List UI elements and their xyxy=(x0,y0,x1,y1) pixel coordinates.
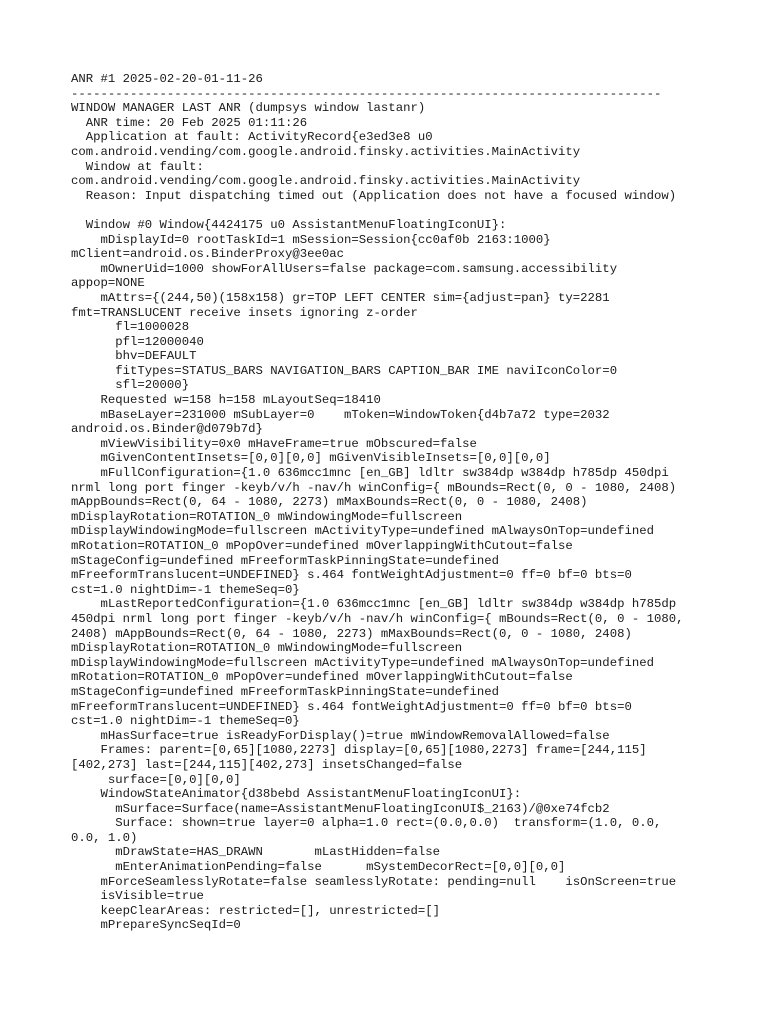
log-line: mGivenContentInsets=[0,0][0,0] mGivenVisibleInsets=[0,0][0,0] xyxy=(71,451,551,466)
log-line: WINDOW MANAGER LAST ANR (dumpsys window lastanr) xyxy=(71,101,426,116)
log-line: fitTypes=STATUS_BARS NAVIGATION_BARS CAPTION_BAR IME naviIconColor=0 xyxy=(71,363,618,378)
log-line xyxy=(71,203,761,218)
log-line: fl=1000028 xyxy=(71,320,190,335)
anr-log-document xyxy=(71,72,761,933)
log-line: surface=[0,0][0,0] xyxy=(71,772,241,787)
log-line: mHasSurface=true isReadyForDisplay()=true mWindowRemovalAllowed=false xyxy=(71,728,610,743)
log-line: mRotation=ROTATION_0 mPopOver=undefined mOverlappingWithCutout=false xyxy=(71,539,573,553)
log-line: android.os.Binder@d079b7d} xyxy=(71,422,263,437)
log-line: Window at fault: xyxy=(71,159,204,174)
log-line: mDrawState=HAS_DRAWN mLastHidden=false xyxy=(71,845,440,860)
log-line: mStageConfig=undefined mFreeformTaskPinningState=undefined xyxy=(71,553,500,568)
log-line: 0.0, 1.0) xyxy=(71,830,138,845)
log-line: mClient=android.os.BinderProxy@3ee0ac xyxy=(71,247,345,262)
log-line: Window #0 Window{4424175 u0 AssistantMenuFloatingIconUI}: xyxy=(71,217,507,232)
log-line: WindowStateAnimator{d38bebd AssistantMenuFloatingIconUI}: xyxy=(71,787,522,802)
log-line: Reason: Input dispatching timed out (Application does not have a focused window) xyxy=(71,188,677,203)
log-line: mSurface=Surface(name=AssistantMenuFloatingIconUI$_2163)/@0xe74fcb2 xyxy=(71,801,610,816)
log-line: mForceSeamlesslyRotate=false seamlesslyRotate: pending=null isOnScreen=true xyxy=(71,874,677,889)
log-line: mBaseLayer=231000 mSubLayer=0 mToken=WindowToken{d4b7a72 type=2032 xyxy=(71,407,610,422)
log-line: isVisible=true xyxy=(71,889,204,904)
log-line: bhv=DEFAULT xyxy=(71,349,197,364)
log-line: cst=1.0 nightDim=-1 themeSeq=0} xyxy=(71,714,300,729)
log-line: fmt=TRANSLUCENT receive insets ignoring z-order xyxy=(71,305,418,320)
log-line: Frames: parent=[0,65][1080,2273] display=[0,65][1080,2273] frame=[244,115] xyxy=(71,743,647,758)
log-line: com.android.vending/com.google.android.finsky.activities.MainActivity xyxy=(71,174,581,189)
log-line: mDisplayRotation=ROTATION_0 mWindowingMode=fullscreen xyxy=(71,641,463,656)
log-line: mAttrs={(244,50)(158x158) gr=TOP LEFT CENTER sim={adjust=pan} ty=2281 xyxy=(71,290,610,305)
log-line: mOwnerUid=1000 showForAllUsers=false package=com.samsung.accessibility xyxy=(71,261,618,276)
log-line: sfl=20000} xyxy=(71,378,190,393)
log-line: mStageConfig=undefined mFreeformTaskPinningState=undefined xyxy=(71,684,500,699)
log-line: mRotation=ROTATION_0 mPopOver=undefined mOverlappingWithCutout=false xyxy=(71,670,573,685)
log-line: [402,273] last=[244,115][402,273] insetsChanged=false xyxy=(71,757,463,772)
log-line: com.android.vending/com.google.android.finsky.activities.MainActivity xyxy=(71,144,581,159)
log-line: mDisplayId=0 rootTaskId=1 mSession=Session{cc0af0b 2163:1000} xyxy=(71,232,551,247)
log-line: ANR time: 20 Feb 2025 01:11:26 xyxy=(71,115,308,130)
log-line: mFreeformTranslucent=UNDEFINED} s.464 fontWeightAdjustment=0 ff=0 bf=0 bts=0 xyxy=(71,568,632,583)
log-line: -------------------------------------------------------------------------------- xyxy=(71,86,662,101)
log-line: mDisplayRotation=ROTATION_0 mWindowingMode=fullscreen xyxy=(71,509,463,524)
log-line: 2408) mAppBounds=Rect(0, 64 - 1080, 2273) mMaxBounds=Rect(0, 0 - 1080, 2408) xyxy=(71,626,632,641)
log-line: mAppBounds=Rect(0, 64 - 1080, 2273) mMaxBounds=Rect(0, 0 - 1080, 2408) xyxy=(71,495,588,510)
log-line: Surface: shown=true layer=0 alpha=1.0 rect=(0.0,0.0) transform=(1.0, 0.0, xyxy=(71,816,662,831)
log-line: cst=1.0 nightDim=-1 themeSeq=0} xyxy=(71,582,300,597)
log-line: Requested w=158 h=158 mLayoutSeq=18410 xyxy=(71,393,381,408)
log-line: mPrepareSyncSeqId=0 xyxy=(71,918,241,933)
log-line: ANR #1 2025-02-20-01-11-26 xyxy=(71,72,263,86)
log-line: keepClearAreas: restricted=[], unrestricted=[] xyxy=(71,903,440,918)
log-line: Application at fault: ActivityRecord{e3ed3e8 u0 xyxy=(71,130,433,145)
log-line: pfl=12000040 xyxy=(71,334,204,349)
log-line: 450dpi nrml long port finger -keyb/v/h -nav/h winConfig={ mBounds=Rect(0, 0 - 1080, xyxy=(71,611,684,626)
log-line: mEnterAnimationPending=false mSystemDecorRect=[0,0][0,0] xyxy=(71,860,566,875)
log-line: mViewVisibility=0x0 mHaveFrame=true mObscured=false xyxy=(71,436,477,451)
log-line: mLastReportedConfiguration={1.0 636mcc1mnc [en_GB] ldltr sw384dp w384dp h785dp xyxy=(71,597,677,612)
log-line: nrml long port finger -keyb/v/h -nav/h winConfig={ mBounds=Rect(0, 0 - 1080, 2408) xyxy=(71,480,677,495)
log-line: mFreeformTranslucent=UNDEFINED} s.464 fontWeightAdjustment=0 ff=0 bf=0 bts=0 xyxy=(71,699,632,714)
log-line: mDisplayWindowingMode=fullscreen mActivityType=undefined mAlwaysOnTop=undefined xyxy=(71,524,654,539)
log-line: mDisplayWindowingMode=fullscreen mActivityType=undefined mAlwaysOnTop=undefined xyxy=(71,655,654,670)
log-line: mFullConfiguration={1.0 636mcc1mnc [en_GB] ldltr sw384dp w384dp h785dp 450dpi xyxy=(71,466,669,481)
log-line: appop=NONE xyxy=(71,276,145,291)
